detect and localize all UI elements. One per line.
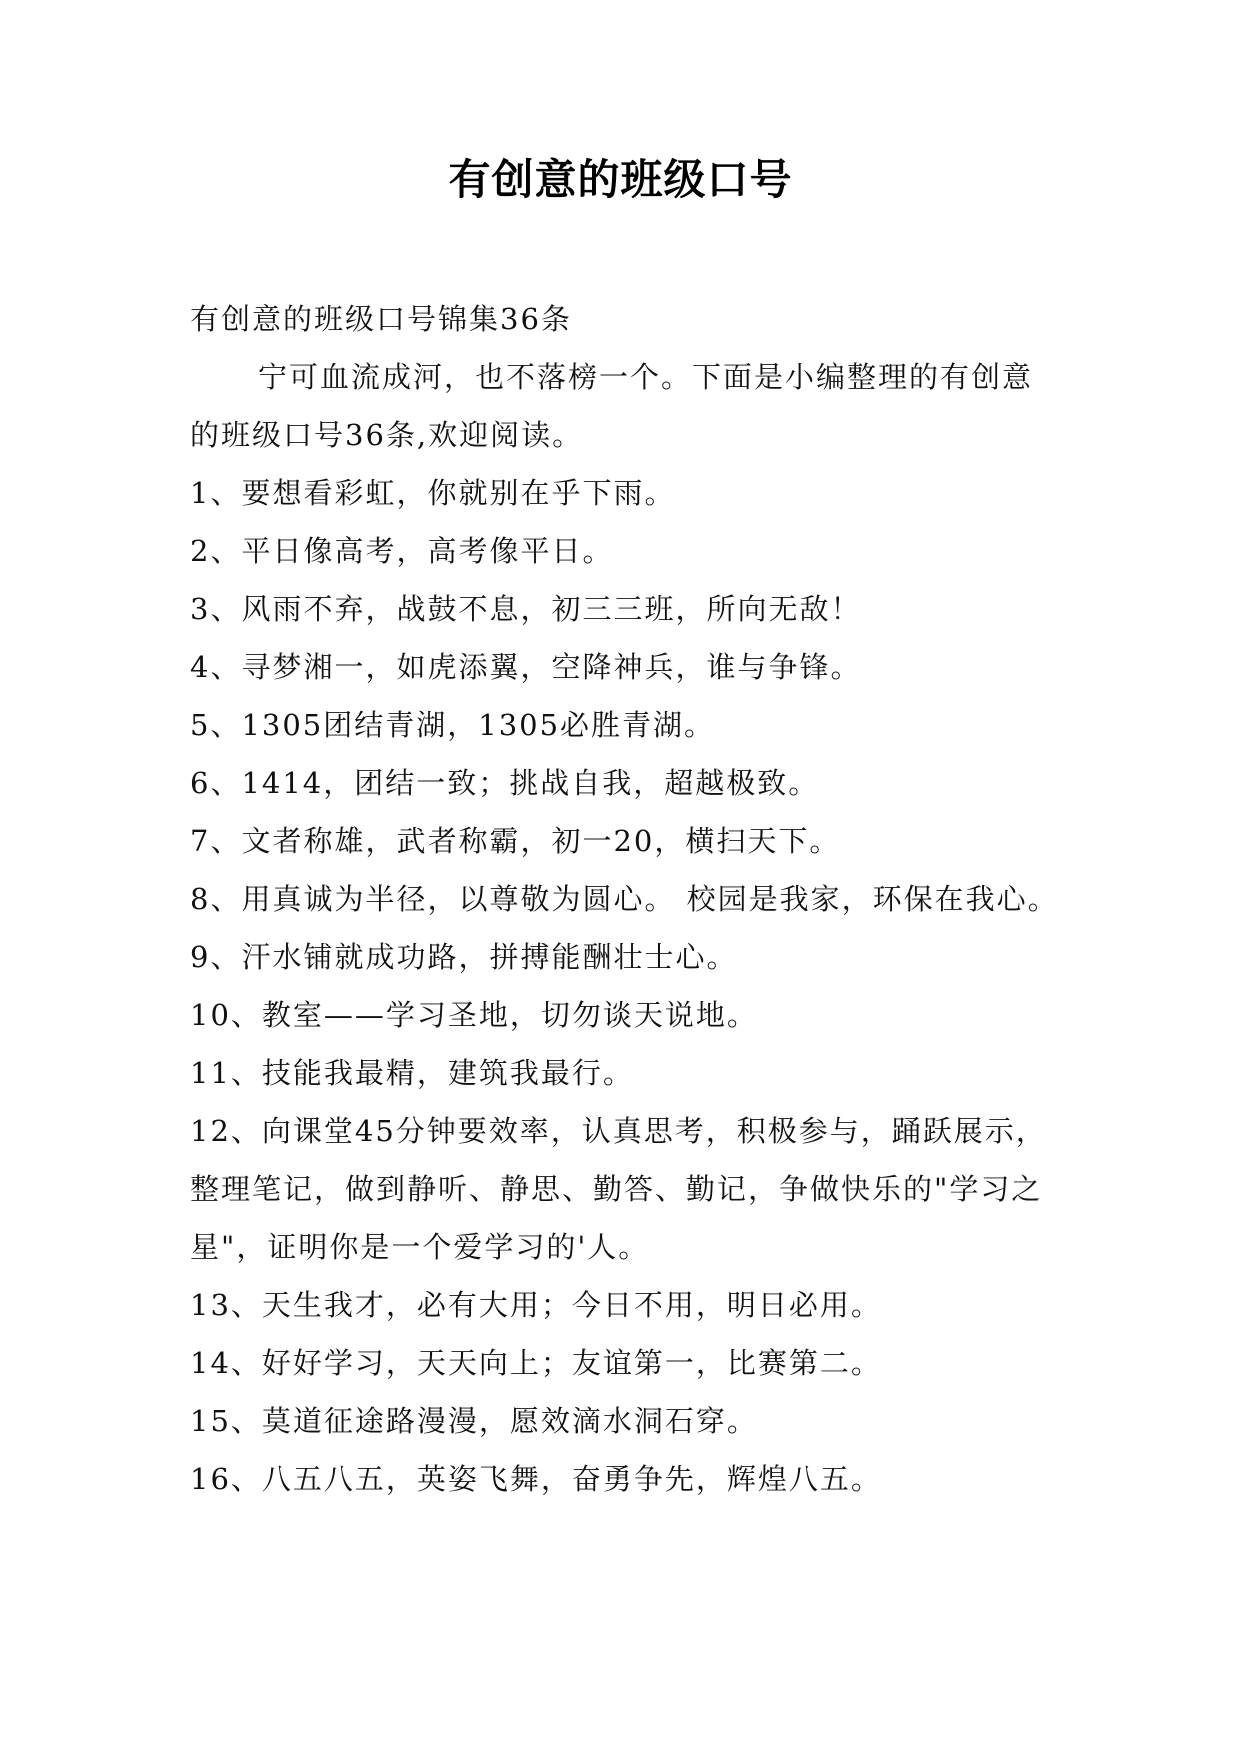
slogan-item-9: 9、汗水铺就成功路，拼搏能酬壮士心。 <box>190 940 738 974</box>
slogan-item-12: 12、向课堂45分钟要效率，认真思考，积极参与，踊跃展示，整理笔记，做到静听、静思、勤答、勤记，争做快乐的"学习之星"，证明你是一个爱学习的'人。 <box>190 1114 1047 1264</box>
slogan-item-11: 11、技能我最精，建筑我最行。 <box>190 1056 634 1090</box>
document-title: 有创意的班级口号 <box>448 155 793 204</box>
slogan-item-2: 2、平日像高考，高考像平日。 <box>190 534 614 568</box>
slogan-item-8: 8、用真诚为半径，以尊敬为圆心。 校园是我家，环保在我心。 <box>190 882 1059 916</box>
intro-paragraph: 宁可血流成河，也不落榜一个。下面是小编整理的有创意的班级口号36条,欢迎阅读。 <box>190 360 1034 452</box>
slogan-item-15: 15、莫道征途路漫漫，愿效滴水洞石穿。 <box>190 1404 758 1438</box>
slogan-item-1: 1、要想看彩虹，你就别在乎下雨。 <box>190 476 676 510</box>
slogan-item-6: 6、1414，团结一致；挑战自我，超越极致。 <box>190 766 820 800</box>
slogan-item-10: 10、教室——学习圣地，切勿谈天说地。 <box>190 998 758 1032</box>
slogan-item-4: 4、寻梦湘一，如虎添翼，空降神兵，谁与争锋。 <box>190 650 862 684</box>
slogan-item-7: 7、文者称雄，武者称霸，初一20，横扫天下。 <box>190 824 841 858</box>
slogan-item-16: 16、八五八五，英姿飞舞，奋勇争先，辉煌八五。 <box>190 1462 882 1496</box>
slogan-item-13: 13、天生我才，必有大用；今日不用，明日必用。 <box>190 1288 882 1322</box>
subtitle-paragraph: 有创意的班级口号锦集36条 <box>190 302 572 336</box>
slogan-item-3: 3、风雨不弃，战鼓不息，初三三班，所向无敌！ <box>190 592 862 626</box>
document-body <box>190 290 1060 1508</box>
slogan-item-5: 5、1305团结青湖，1305必胜青湖。 <box>190 708 716 742</box>
slogan-item-14: 14、好好学习，天天向上；友谊第一，比赛第二。 <box>190 1346 882 1380</box>
